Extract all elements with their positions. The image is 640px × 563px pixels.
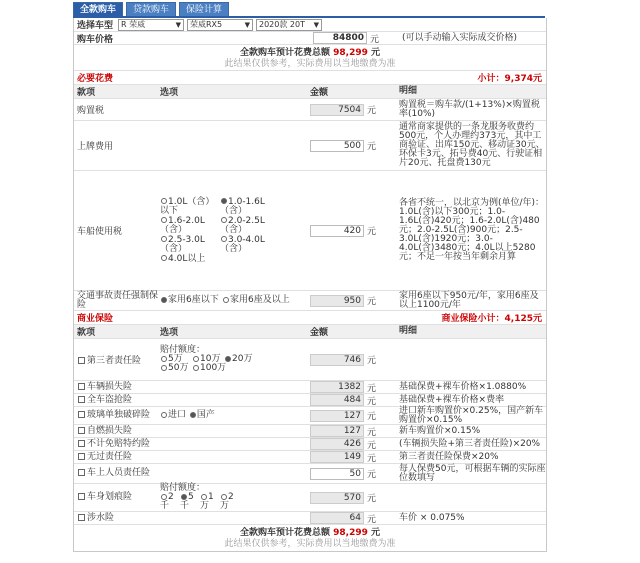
radio-icon	[161, 365, 167, 371]
insurance-detail: 进口新车购置价×0.25%，国产新车购置价×0.15%	[399, 405, 544, 425]
radio-icon	[161, 356, 167, 362]
price-hint: (可以手动输入实际成交价格)	[402, 32, 518, 43]
vehicle-tax-detail: 各省不统一，以北京为例(单位/年)：1.0L(含)以下300元；1.0-1.6L(含)420元；1.6-2.0L(含)480元；2.0-2.5L(含)900元；2.5-3.0L(含)1920元；3.0-4.0L(含)3480元；4.0L以上5280元；不足一年按当年剩余月算	[399, 198, 545, 262]
plate-fee-row	[74, 121, 546, 171]
summary-amount: 98,299	[333, 528, 368, 538]
scratch-option[interactable]: 5千	[180, 492, 194, 511]
insurance-row	[74, 464, 546, 484]
commercial-title: 商业保险	[77, 314, 114, 324]
third-party-option[interactable]: 5万	[160, 355, 192, 364]
brand-value: R 荣威	[121, 20, 146, 29]
model-selector-row	[74, 18, 546, 32]
summary-bottom	[74, 525, 546, 551]
water-row	[74, 512, 546, 525]
dropdown-arrow-icon: ▼	[244, 20, 250, 29]
insurance-label[interactable]: 玻璃单独破碎险	[74, 411, 160, 420]
summary-label: 全款购车预计花费总额	[239, 528, 330, 538]
checkbox-icon[interactable]	[78, 427, 85, 434]
insurance-unit: 元	[367, 396, 377, 407]
radio-icon	[161, 255, 167, 261]
header-option: 选项	[160, 88, 179, 98]
selector-label: 选择车型	[77, 21, 114, 31]
insurance-label[interactable]: 车上人员责任险	[74, 469, 160, 478]
insurance-row	[74, 451, 546, 464]
compulsory-label: 交通事故责任强制保险	[77, 290, 159, 310]
insurance-label[interactable]: 全车盗抢险	[74, 396, 160, 405]
insurance-rows	[74, 381, 546, 484]
summary-top	[74, 45, 546, 71]
third-party-option[interactable]: 50万	[160, 364, 192, 373]
scratch-option[interactable]: 1万	[200, 492, 214, 511]
checkbox-icon[interactable]	[78, 440, 85, 447]
insurance-input[interactable]: 127	[310, 410, 364, 422]
radio-icon	[201, 494, 207, 500]
purchase-tax-row	[74, 99, 546, 121]
series-select[interactable]	[187, 19, 253, 31]
vehicle-tax-option[interactable]: 3.0-4.0L（含）	[220, 234, 265, 254]
tab-loan[interactable]: 贷款购车	[126, 2, 176, 17]
necessary-subtotal: 小计：9,374元	[477, 74, 542, 84]
header-amount: 金额	[310, 88, 329, 98]
checkbox-icon[interactable]	[78, 469, 85, 476]
insurance-unit: 元	[367, 383, 377, 394]
water-unit: 元	[367, 514, 377, 525]
price-unit: 元	[370, 34, 380, 45]
vehicle-tax-option[interactable]: 2.5-3.0L（含）	[160, 234, 205, 254]
radio-icon	[161, 297, 167, 303]
vehicle-tax-option[interactable]: 2.0-2.5L（含）	[220, 215, 265, 235]
third-party-input[interactable]: 746	[310, 354, 364, 366]
radio-icon	[181, 494, 187, 500]
radio-icon	[223, 297, 229, 303]
third-party-option[interactable]: 100万	[192, 364, 232, 373]
insurance-unit: 元	[367, 453, 377, 464]
tab-bar	[73, 2, 232, 16]
purchase-tax-label: 购置税	[77, 106, 105, 116]
third-party-options-label: 赔付额度：	[160, 345, 206, 355]
scratch-options-label: 赔付额度：	[160, 483, 206, 493]
summary-amount: 98,299	[333, 48, 368, 58]
insurance-label[interactable]: 自燃损失险	[74, 427, 160, 436]
header-option: 选项	[160, 328, 179, 338]
compulsory-options	[160, 296, 310, 305]
plate-fee-input[interactable]: 500	[310, 140, 364, 152]
checkbox-icon[interactable]	[78, 514, 85, 521]
purchase-tax-detail: 购置税＝购车款/(1+13%)×购置税率(10%)	[399, 99, 540, 119]
checkbox-icon[interactable]	[78, 357, 85, 364]
insurance-detail: 新车购置价×0.15%	[399, 425, 481, 436]
radio-icon	[161, 494, 167, 500]
vehicle-tax-options	[160, 198, 310, 264]
dropdown-arrow-icon: ▼	[175, 20, 181, 29]
water-label[interactable]: 涉水险	[74, 514, 160, 523]
third-party-unit: 元	[367, 356, 377, 366]
dropdown-arrow-icon: ▼	[313, 20, 319, 29]
insurance-row	[74, 407, 546, 425]
insurance-row	[74, 381, 546, 394]
compulsory-unit: 元	[367, 297, 377, 307]
checkbox-icon[interactable]	[78, 453, 85, 460]
insurance-label[interactable]: 车辆损失险	[74, 383, 160, 392]
vehicle-tax-option[interactable]: 1.6-2.0L（含）	[160, 215, 205, 235]
radio-icon	[221, 198, 227, 204]
scratch-label[interactable]: 车身划痕险	[74, 493, 160, 502]
summary-unit: 元	[371, 48, 381, 58]
series-value: 荣威RX5	[190, 20, 223, 29]
scratch-unit: 元	[367, 494, 377, 504]
insurance-input[interactable]: 50	[310, 468, 364, 480]
header-detail: 明细	[399, 86, 418, 96]
price-label: 购车价格	[77, 34, 114, 45]
radio-icon	[221, 236, 227, 242]
water-detail: 车价 × 0.075%	[399, 512, 465, 523]
necessary-section-header	[74, 71, 546, 85]
third-party-options	[160, 346, 310, 373]
compulsory-input[interactable]: 950	[310, 295, 364, 307]
scratch-options	[160, 484, 310, 511]
radio-icon	[193, 356, 199, 362]
header-item: 款项	[77, 88, 96, 98]
radio-icon	[161, 412, 167, 418]
insurance-detail: 每人保费50元，可根据车辆的实际座位数填写	[399, 463, 546, 483]
purchase-tax-unit: 元	[367, 106, 377, 116]
insurance-unit: 元	[367, 470, 377, 480]
insurance-detail: 第三者责任险保费×20%	[399, 451, 499, 462]
tab-full-payment[interactable]: 全款购车	[73, 2, 123, 17]
checkbox-icon[interactable]	[78, 383, 85, 390]
radio-icon	[161, 236, 167, 242]
scratch-row	[74, 484, 546, 512]
insurance-row	[74, 425, 546, 438]
checkbox-icon[interactable]	[78, 493, 85, 500]
price-row	[74, 32, 546, 45]
price-input[interactable]: 84800	[313, 32, 367, 44]
insurance-unit: 元	[367, 412, 377, 422]
vehicle-tax-row	[74, 171, 546, 291]
model-value: 2020款 20T	[259, 20, 305, 29]
tab-insurance[interactable]: 保险计算	[179, 2, 229, 17]
purchase-tax-input[interactable]: 7504	[310, 104, 364, 116]
radio-icon	[221, 217, 227, 223]
summary-label: 全款购车预计花费总额	[239, 48, 330, 58]
commercial-subtotal: 商业保险小计：4,125元	[441, 314, 542, 324]
vehicle-tax-input[interactable]: 420	[310, 225, 364, 237]
vehicle-tax-option[interactable]: 1.0-1.6L（含）	[220, 196, 265, 216]
scratch-input[interactable]: 570	[310, 492, 364, 504]
glass-option[interactable]: 国产	[189, 410, 215, 420]
third-party-row	[74, 339, 546, 381]
insurance-input[interactable]: 1382	[310, 381, 364, 393]
header-amount: 金额	[310, 328, 329, 338]
checkbox-icon[interactable]	[78, 411, 85, 418]
summary-note: 此结果仅供参考，实际费用以当地缴费为准	[224, 59, 396, 69]
radio-icon	[193, 365, 199, 371]
compulsory-detail: 家用6座以下950元/年，家用6座及以上1100元/年	[399, 290, 539, 310]
third-party-option[interactable]: 10万	[192, 355, 224, 364]
insurance-unit: 元	[367, 440, 377, 451]
necessary-title: 必要花费	[77, 74, 114, 84]
insurance-label[interactable]: 无过责任险	[74, 453, 160, 462]
insurance-input[interactable]: 426	[310, 438, 364, 450]
glass-options	[160, 411, 310, 420]
vehicle-tax-option[interactable]: 4.0L以上	[160, 255, 220, 264]
glass-option[interactable]: 进口	[160, 410, 186, 420]
insurance-input[interactable]: 149	[310, 451, 364, 463]
insurance-detail: (车辆损失险+第三者责任险)×20%	[399, 438, 541, 449]
plate-fee-detail: 通常商家提供的一条龙服务收费约500元，个人办理约373元，其中工商验证、出库150元、移动证30元、环保卡3元、拓号费40元、行驶证相片20元、托盘费130元	[399, 122, 545, 168]
model-select[interactable]	[256, 19, 322, 31]
insurance-input[interactable]: 484	[310, 394, 364, 406]
insurance-detail: 基础保费+裸车价格×费率	[399, 394, 505, 405]
radio-icon	[161, 217, 167, 223]
summary-unit: 元	[371, 528, 381, 538]
radio-icon	[190, 412, 196, 418]
checkbox-icon[interactable]	[78, 396, 85, 403]
radio-icon	[225, 356, 231, 362]
header-item: 款项	[77, 328, 96, 338]
necessary-table-header	[74, 85, 546, 99]
vehicle-tax-option[interactable]: 1.0L（含）以下	[160, 196, 215, 216]
scratch-option[interactable]: 2万	[220, 492, 234, 511]
commercial-section-header	[74, 311, 546, 325]
scratch-option[interactable]: 2千	[160, 492, 174, 511]
summary-note: 此结果仅供参考，实际费用以当地缴费为准	[224, 539, 396, 549]
header-detail: 明细	[399, 326, 418, 336]
third-party-label[interactable]: 第三者责任险	[74, 353, 160, 366]
insurance-detail: 基础保费+裸车价格×1.0880%	[399, 381, 527, 392]
compulsory-option[interactable]: 家用6座以下	[160, 296, 222, 305]
radio-icon	[161, 198, 167, 204]
vehicle-tax-unit: 元	[367, 227, 377, 237]
plate-fee-label: 上牌费用	[77, 142, 114, 152]
compulsory-option[interactable]: 家用6座及以上	[222, 296, 292, 305]
insurance-input[interactable]: 127	[310, 425, 364, 437]
third-party-option[interactable]: 20万	[224, 355, 256, 364]
radio-icon	[221, 494, 227, 500]
calculator-table	[73, 18, 547, 552]
insurance-row	[74, 438, 546, 451]
plate-fee-unit: 元	[367, 142, 377, 152]
water-input[interactable]: 64	[310, 512, 364, 524]
vehicle-tax-label: 车船使用税	[77, 227, 123, 237]
insurance-unit: 元	[367, 427, 377, 438]
commercial-table-header	[74, 325, 546, 339]
brand-select[interactable]	[118, 19, 184, 31]
compulsory-row	[74, 291, 546, 311]
insurance-label[interactable]: 不计免赔特约险	[74, 440, 160, 449]
